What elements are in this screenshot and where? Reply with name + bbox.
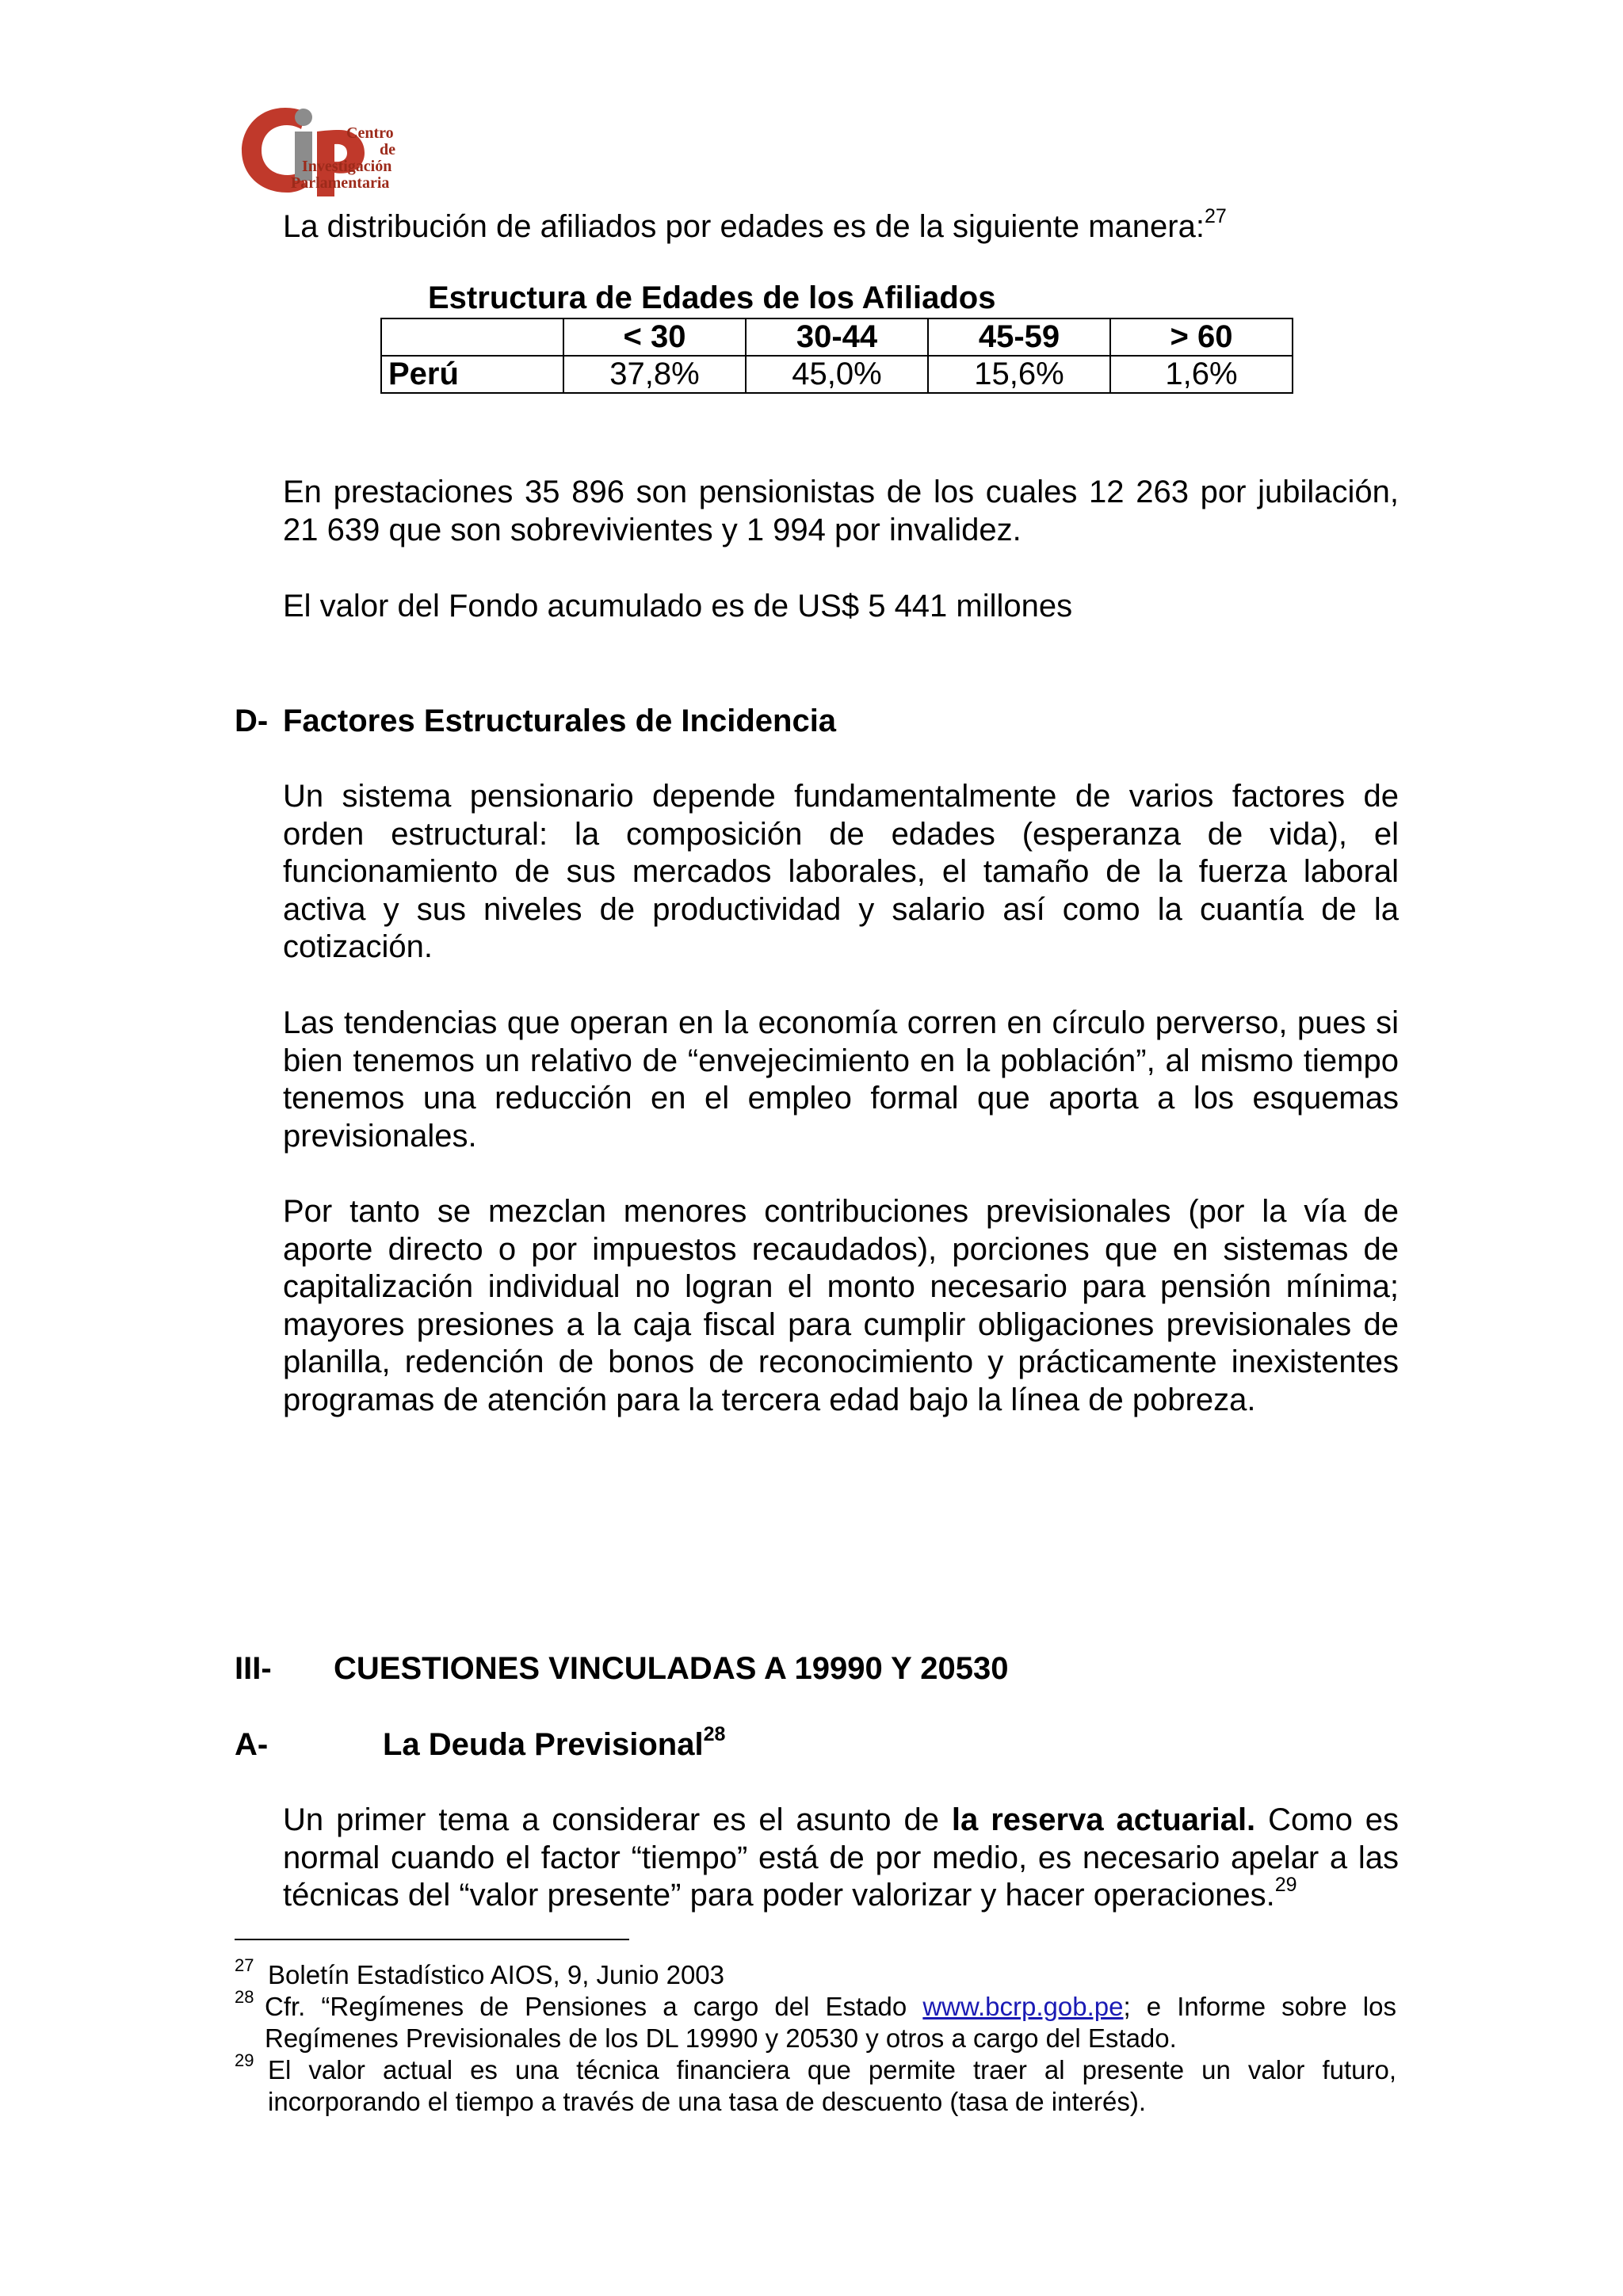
footnote-ref-29[interactable]: 29: [1274, 1874, 1297, 1896]
paragraph-fondo: El valor del Fondo acumulado es de US$ 5 441 millones: [283, 589, 1073, 624]
table-header-cell: < 30: [563, 318, 746, 356]
logo-line-1: Centro: [346, 124, 394, 142]
intro-sentence: [283, 205, 1227, 250]
section-d-marker: D-: [235, 704, 269, 738]
footnote-text: Boletín Estadístico AIOS, 9, Junio 2003: [268, 1960, 725, 1989]
table-header-cell: 30-44: [746, 318, 928, 356]
table-cell: 37,8%: [563, 356, 746, 393]
section-d-paragraph-1: Un sistema pensionario depende fundamentalmente de varios factores de orden estructural: la composición de edades (esperanza de vida), el funcionamiento de sus mercados laborales, el tamaño de la fuerza laboral activa y sus niveles de productividad y salario así como la cuantía de la cotización.: [283, 779, 1399, 964]
table-cell: 1,6%: [1110, 356, 1293, 393]
footnote-number: 28: [235, 1987, 254, 2007]
footnote-ref-27[interactable]: 27: [1204, 205, 1227, 227]
table-header-cell: [381, 318, 563, 356]
bcrp-link[interactable]: www.bcrp.gob.pe: [922, 1992, 1124, 2021]
section-a-bold-text: la reserva actuarial.: [951, 1802, 1256, 1837]
age-structure-table: [380, 318, 1293, 394]
section-d-title: Factores Estructurales de Incidencia: [283, 704, 837, 738]
footnote-number: 29: [235, 2050, 254, 2070]
footnote-text: ; e Informe sobre los Regímenes Previsionales de los DL 19990 y 20530 y otros a cargo del Estado.: [265, 1992, 1396, 2053]
logo-line-2: de: [380, 141, 395, 158]
table-cell: 45,0%: [746, 356, 928, 393]
table-row: [381, 356, 1293, 393]
paragraph-prestaciones: En prestaciones 35 896 son pensionistas de los cuales 12 263 por jubilación, 21 639 que son sobrevivientes y 1 994 por invalidez.: [283, 475, 1399, 547]
footnote-ref-28[interactable]: 28: [703, 1723, 726, 1745]
table-header-row: [381, 318, 1293, 356]
section-iii-marker: III-: [235, 1651, 272, 1686]
logo-line-3: Investigación: [302, 158, 392, 175]
table-header-cell: > 60: [1110, 318, 1293, 356]
section-a-marker: A-: [235, 1727, 269, 1762]
section-d-paragraph-3: Por tanto se mezclan menores contribuciones previsionales (por la vía de aporte directo o por impuestos recaudados), porciones que en sistemas de capitalización individual no logran el monto necesario para pensión mínima; mayores presiones a la caja fiscal para cumplir obligaciones previsionales de planilla, redención de bonos de reconocimiento y prácticamente inexistentes programas de atención para la tercera edad bajo la línea de pobreza.: [283, 1194, 1399, 1417]
footnote-separator: [235, 1939, 629, 1940]
section-a-title: La Deuda Previsional: [383, 1727, 704, 1762]
section-a-heading: [383, 1723, 726, 1768]
table-cell: 15,6%: [928, 356, 1110, 393]
table-header-cell: 45-59: [928, 318, 1110, 356]
footnote-text: El valor actual es una técnica financiera que permite traer al presente un valor futuro, incorporando el tiempo a través de una tasa de descuento (tasa de interés).: [268, 2055, 1396, 2116]
section-a-text-2: Como es normal cuando el factor “tiempo” está de por medio, es necesario apelar a las técnicas del “valor presente” para poder valorizar y hacer operaciones.: [283, 1802, 1400, 1913]
section-a-paragraph: [283, 1802, 1399, 1919]
logo-line-4: Parlamentaria: [291, 174, 390, 192]
footnote-text: Cfr. “Regímenes de Pensiones a cargo del Estado: [265, 1992, 923, 2021]
intro-text: La distribución de afiliados por edades es de la siguiente manera:: [283, 209, 1205, 244]
footnote-number: 27: [235, 1955, 254, 1975]
section-a-text-1: Un primer tema a considerar es el asunto de: [283, 1802, 952, 1837]
table-row-label: Perú: [381, 356, 563, 393]
footnote-body: [265, 1991, 1396, 2054]
section-iii-title: CUESTIONES VINCULADAS A 19990 Y 20530: [334, 1651, 1009, 1686]
table-title: Estructura de Edades de los Afiliados: [428, 280, 996, 315]
section-d-paragraph-2: Las tendencias que operan en la economía corren en círculo perverso, pues si bien tenemos un relativo de “envejecimiento en la población”, al mismo tiempo tenemos una reducción en el empleo formal que aporta a los esquemas previsionales.: [283, 1005, 1399, 1154]
